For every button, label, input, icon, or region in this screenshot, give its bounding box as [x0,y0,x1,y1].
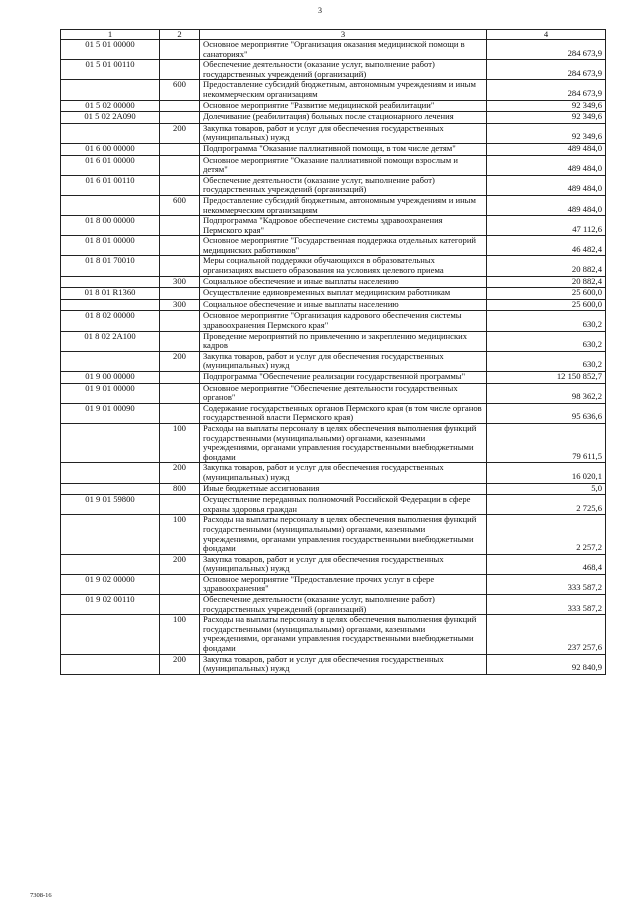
code-cell [61,483,160,495]
expense-type-cell [160,236,200,256]
name-cell: Предоставление субсидий бюджетным, автономным учреждениям и иным некоммерческим организациям [200,80,487,100]
code-cell [61,123,160,143]
amount-cell: 2 257,2 [487,515,606,554]
expense-type-cell [160,256,200,276]
table-row [61,615,606,654]
code-cell [61,299,160,311]
table-row [61,372,606,384]
code-cell: 01 9 01 59800 [61,495,160,515]
expense-type-cell: 600 [160,80,200,100]
table-row [61,574,606,594]
table-row [61,554,606,574]
expense-type-cell: 200 [160,351,200,371]
table-row [61,331,606,351]
amount-cell: 92 349,6 [487,100,606,112]
amount-cell: 284 673,9 [487,40,606,60]
amount-cell: 237 257,6 [487,615,606,654]
name-cell: Закупка товаров, работ и услуг для обеспечения государственных (муниципальных) нужд [200,123,487,143]
name-cell: Осуществление единовременных выплат медицинским работникам [200,288,487,300]
table-row [61,80,606,100]
amount-cell: 284 673,9 [487,80,606,100]
amount-cell: 630,2 [487,331,606,351]
expense-type-cell [160,331,200,351]
name-cell: Основное мероприятие "Оказание паллиативной помощи взрослым и детям" [200,155,487,175]
table-row [61,299,606,311]
code-cell [61,195,160,215]
table-row [61,515,606,554]
name-cell: Обеспечение деятельности (оказание услуг, выполнение работ) государственных учреждений (организаций) [200,60,487,80]
table-row [61,175,606,195]
code-cell [61,80,160,100]
name-cell: Подпрограмма "Кадровое обеспечение системы здравоохранения Пермского края" [200,216,487,236]
amount-cell: 333 587,2 [487,574,606,594]
table-row [61,155,606,175]
name-cell: Подпрограмма "Оказание паллиативной помощи, в том числе детям" [200,143,487,155]
expense-type-cell [160,383,200,403]
amount-cell: 12 150 852,7 [487,372,606,384]
table-row [61,112,606,124]
code-cell: 01 8 01 70010 [61,256,160,276]
name-cell: Закупка товаров, работ и услуг для обеспечения государственных (муниципальных) нужд [200,463,487,483]
table-row [61,216,606,236]
table-row [61,143,606,155]
table-row [61,311,606,331]
name-cell: Обеспечение деятельности (оказание услуг, выполнение работ) государственных учреждений (организаций) [200,595,487,615]
table-row [61,423,606,462]
column-header-3: 3 [200,30,487,40]
name-cell: Предоставление субсидий бюджетным, автономным учреждениям и иным некоммерческим организациям [200,195,487,215]
table-row [61,288,606,300]
amount-cell: 284 673,9 [487,60,606,80]
code-cell: 01 9 02 00000 [61,574,160,594]
code-cell: 01 8 00 00000 [61,216,160,236]
amount-cell: 333 587,2 [487,595,606,615]
amount-cell: 92 840,9 [487,654,606,674]
name-cell: Обеспечение деятельности (оказание услуг, выполнение работ) государственных учреждений (организаций) [200,175,487,195]
code-cell: 01 8 02 2А100 [61,331,160,351]
amount-cell: 5,0 [487,483,606,495]
name-cell: Меры социальной поддержки обучающихся в образовательных организациях высшего образования на условиях целевого приема [200,256,487,276]
amount-cell: 468,4 [487,554,606,574]
name-cell: Закупка товаров, работ и услуг для обеспечения государственных (муниципальных) нужд [200,654,487,674]
table-row [61,236,606,256]
amount-cell: 25 600,0 [487,299,606,311]
amount-cell: 92 349,6 [487,112,606,124]
column-header-1: 1 [61,30,160,40]
expense-type-cell [160,112,200,124]
expense-type-cell: 200 [160,123,200,143]
table-row [61,256,606,276]
expense-type-cell [160,143,200,155]
name-cell: Основное мероприятие "Предоставление прочих услуг в сфере здравоохранения" [200,574,487,594]
table-row [61,383,606,403]
footer-code: 7308-16 [30,892,52,899]
name-cell: Долечивание (реабилитация) больных после стационарного лечения [200,112,487,124]
table-row [61,276,606,288]
expense-type-cell [160,574,200,594]
amount-cell: 79 611,5 [487,423,606,462]
amount-cell: 630,2 [487,311,606,331]
expense-type-cell [160,595,200,615]
code-cell: 01 5 02 00000 [61,100,160,112]
code-cell: 01 9 02 00110 [61,595,160,615]
table-row [61,403,606,423]
name-cell: Осуществление переданных полномочий Российской Федерации в сфере охраны здоровья граждан [200,495,487,515]
code-cell: 01 5 01 00110 [61,60,160,80]
name-cell: Расходы на выплаты персоналу в целях обеспечения выполнения функций государственными (муниципальными) органами, казенными учреждениями, органами управления государственными внебюджетными фондами [200,615,487,654]
budget-table [60,29,606,675]
code-cell: 01 6 01 00110 [61,175,160,195]
amount-cell: 489 484,0 [487,175,606,195]
expense-type-cell: 100 [160,615,200,654]
name-cell: Подпрограмма "Обеспечение реализации государственной программы" [200,372,487,384]
amount-cell: 95 636,6 [487,403,606,423]
expense-type-cell [160,60,200,80]
name-cell: Основное мероприятие "Государственная поддержка отдельных категорий медицинских работников" [200,236,487,256]
amount-cell: 20 882,4 [487,276,606,288]
table-row [61,654,606,674]
table-row [61,60,606,80]
code-cell: 01 8 01 R1360 [61,288,160,300]
code-cell [61,276,160,288]
code-cell [61,351,160,371]
amount-cell: 46 482,4 [487,236,606,256]
expense-type-cell [160,311,200,331]
table-row [61,483,606,495]
amount-cell: 630,2 [487,351,606,371]
code-cell: 01 9 00 00000 [61,372,160,384]
expense-type-cell [160,288,200,300]
amount-cell: 20 882,4 [487,256,606,276]
amount-cell: 92 349,6 [487,123,606,143]
table-row [61,595,606,615]
name-cell: Закупка товаров, работ и услуг для обеспечения государственных (муниципальных) нужд [200,351,487,371]
expense-type-cell [160,155,200,175]
expense-type-cell: 300 [160,276,200,288]
name-cell: Закупка товаров, работ и услуг для обеспечения государственных (муниципальных) нужд [200,554,487,574]
expense-type-cell: 800 [160,483,200,495]
expense-type-cell [160,403,200,423]
code-cell [61,554,160,574]
name-cell: Основное мероприятие "Обеспечение деятельности государственных органов" [200,383,487,403]
code-cell: 01 9 01 00090 [61,403,160,423]
name-cell: Проведение мероприятий по привлечению и закреплению медицинских кадров [200,331,487,351]
table-body [61,40,606,675]
code-cell: 01 8 02 00000 [61,311,160,331]
expense-type-cell: 100 [160,423,200,462]
expense-type-cell: 200 [160,463,200,483]
table-row [61,100,606,112]
expense-type-cell: 300 [160,299,200,311]
column-header-4: 4 [487,30,606,40]
amount-cell: 489 484,0 [487,143,606,155]
code-cell: 01 8 01 00000 [61,236,160,256]
expense-type-cell: 200 [160,554,200,574]
code-cell: 01 5 01 00000 [61,40,160,60]
code-cell [61,615,160,654]
code-cell [61,423,160,462]
code-cell [61,515,160,554]
name-cell: Расходы на выплаты персоналу в целях обеспечения выполнения функций государственными (муниципальными) органами, казенными учреждениями, органами управления государственными внебюджетными фондами [200,423,487,462]
code-cell [61,654,160,674]
table-header-row [61,30,606,40]
name-cell: Содержание государственных органов Пермского края (в том числе органов государственной власти Пермского края) [200,403,487,423]
expense-type-cell [160,100,200,112]
expense-type-cell: 200 [160,654,200,674]
amount-cell: 489 484,0 [487,155,606,175]
expense-type-cell [160,495,200,515]
amount-cell: 25 600,0 [487,288,606,300]
amount-cell: 2 725,6 [487,495,606,515]
expense-type-cell [160,40,200,60]
code-cell: 01 6 01 00000 [61,155,160,175]
table-row [61,40,606,60]
name-cell: Социальное обеспечение и иные выплаты населению [200,276,487,288]
amount-cell: 16 020,1 [487,463,606,483]
amount-cell: 47 112,6 [487,216,606,236]
name-cell: Иные бюджетные ассигнования [200,483,487,495]
name-cell: Основное мероприятие "Развитие медицинской реабилитации" [200,100,487,112]
code-cell: 01 6 00 00000 [61,143,160,155]
expense-type-cell [160,216,200,236]
table-row [61,495,606,515]
table-row [61,463,606,483]
expense-type-cell [160,175,200,195]
table-row [61,351,606,371]
expense-type-cell: 100 [160,515,200,554]
code-cell [61,463,160,483]
amount-cell: 98 362,2 [487,383,606,403]
name-cell: Основное мероприятие "Организация кадрового обеспечения системы здравоохранения Пермского края" [200,311,487,331]
expense-type-cell: 600 [160,195,200,215]
amount-cell: 489 484,0 [487,195,606,215]
name-cell: Расходы на выплаты персоналу в целях обеспечения выполнения функций государственными (муниципальными) органами, казенными учреждениями, органами управления государственными внебюджетными фондами [200,515,487,554]
name-cell: Основное мероприятие "Организация оказания медицинской помощи в санаториях" [200,40,487,60]
code-cell: 01 9 01 00000 [61,383,160,403]
table-row [61,195,606,215]
expense-type-cell [160,372,200,384]
page-number: 3 [318,6,322,15]
name-cell: Социальное обеспечение и иные выплаты населению [200,299,487,311]
column-header-2: 2 [160,30,200,40]
code-cell: 01 5 02 2А090 [61,112,160,124]
table-row [61,123,606,143]
